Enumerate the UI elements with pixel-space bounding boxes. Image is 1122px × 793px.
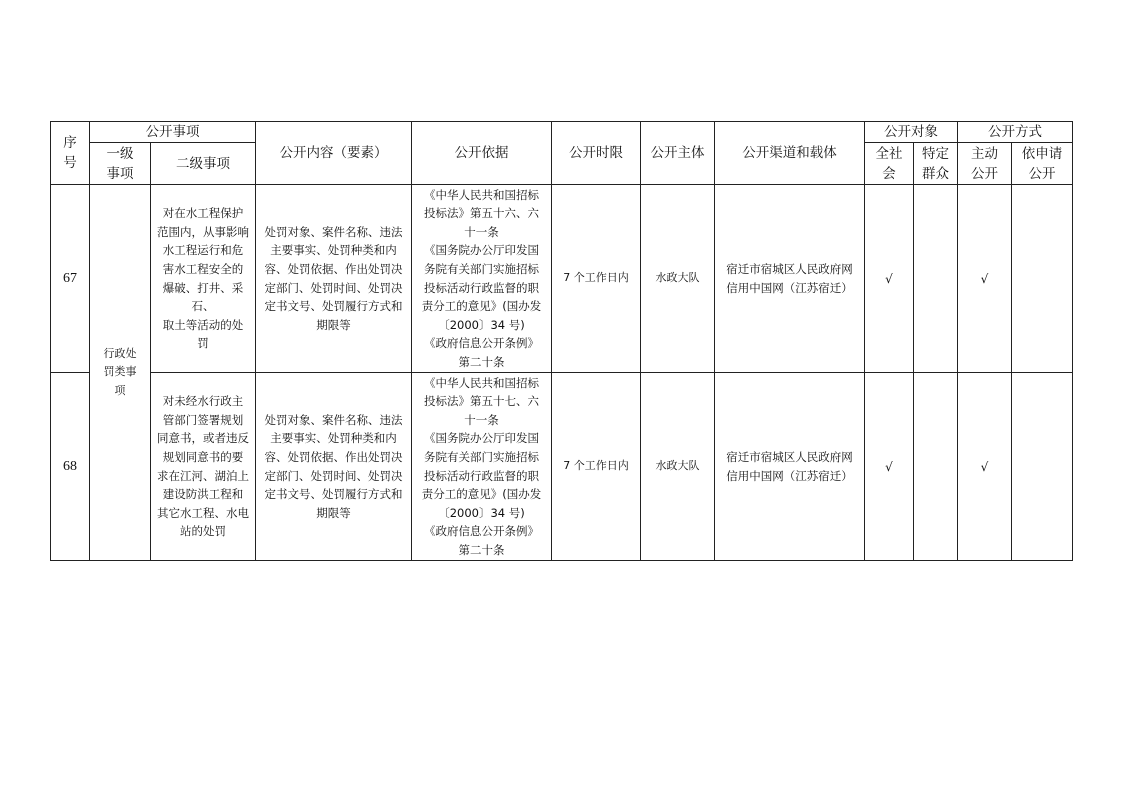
row-method-request-check	[1012, 185, 1073, 373]
header-subject: 公开主体	[641, 122, 715, 185]
header-target: 公开对象	[865, 122, 958, 143]
table-row	[51, 373, 1073, 561]
row-basis: 《中华人民共和国招标 投标法》第五十六、六 十一条 《国务院办公厅印发国 务院有关部门实施招标 投标活动行政监督的职 责分工的意见》(国办发 〔2000〕34 号) 《政府信息公开条例》 第二十条	[412, 185, 552, 373]
row-timelimit: 7 个工作日内	[552, 373, 641, 561]
header-target-specific: 特定 群众	[914, 143, 958, 185]
row-target-all-check: √	[865, 185, 914, 373]
row-channel: 宿迁市宿城区人民政府网 信用中国网（江苏宿迁）	[715, 185, 865, 373]
row-target-specific-check	[914, 185, 958, 373]
header-seq: 序 号	[51, 122, 90, 185]
row-channel: 宿迁市宿城区人民政府网 信用中国网（江苏宿迁）	[715, 373, 865, 561]
header-method: 公开方式	[958, 122, 1073, 143]
row-item: 对在水工程保护 范围内，从事影响 水工程运行和危 害水工程安全的 爆破、打井、采石、 取土等活动的处 罚	[151, 185, 256, 373]
row-method-active-check: √	[958, 373, 1012, 561]
table-row	[51, 185, 1073, 373]
header-target-all: 全社 会	[865, 143, 914, 185]
row-subject: 水政大队	[641, 185, 715, 373]
category-cell: 行政处 罚类事 项	[90, 185, 151, 561]
row-method-active-check: √	[958, 185, 1012, 373]
row-timelimit: 7 个工作日内	[552, 185, 641, 373]
row-subject: 水政大队	[641, 373, 715, 561]
header-items: 公开事项	[90, 122, 256, 143]
header-timelimit: 公开时限	[552, 122, 641, 185]
header-method-active: 主动 公开	[958, 143, 1012, 185]
row-seq: 67	[51, 185, 90, 373]
row-target-specific-check	[914, 373, 958, 561]
row-seq: 68	[51, 373, 90, 561]
header-method-request: 依申请 公开	[1012, 143, 1073, 185]
header-basis: 公开依据	[412, 122, 552, 185]
header-channel: 公开渠道和载体	[715, 122, 865, 185]
header-level2: 二级事项	[151, 143, 256, 185]
row-method-request-check	[1012, 373, 1073, 561]
row-target-all-check: √	[865, 373, 914, 561]
row-basis: 《中华人民共和国招标 投标法》第五十七、六 十一条 《国务院办公厅印发国 务院有关部门实施招标 投标活动行政监督的职 责分工的意见》(国办发 〔2000〕34 号) 《政府信息公开条例》 第二十条	[412, 373, 552, 561]
header-level1: 一级 事项	[90, 143, 151, 185]
row-content: 处罚对象、案件名称、违法 主要事实、处罚种类和内 容、处罚依据、作出处罚决 定部门、处罚时间、处罚决 定书文号、处罚履行方式和 期限等	[256, 373, 412, 561]
row-content: 处罚对象、案件名称、违法 主要事实、处罚种类和内 容、处罚依据、作出处罚决 定部门、处罚时间、处罚决 定书文号、处罚履行方式和 期限等	[256, 185, 412, 373]
row-item: 对未经水行政主 管部门签署规划 同意书，或者违反 规划同意书的要 求在江河、湖泊上 建设防洪工程和 其它水工程、水电 站的处罚	[151, 373, 256, 561]
header-content: 公开内容（要素）	[256, 122, 412, 185]
disclosure-table	[50, 121, 1073, 561]
